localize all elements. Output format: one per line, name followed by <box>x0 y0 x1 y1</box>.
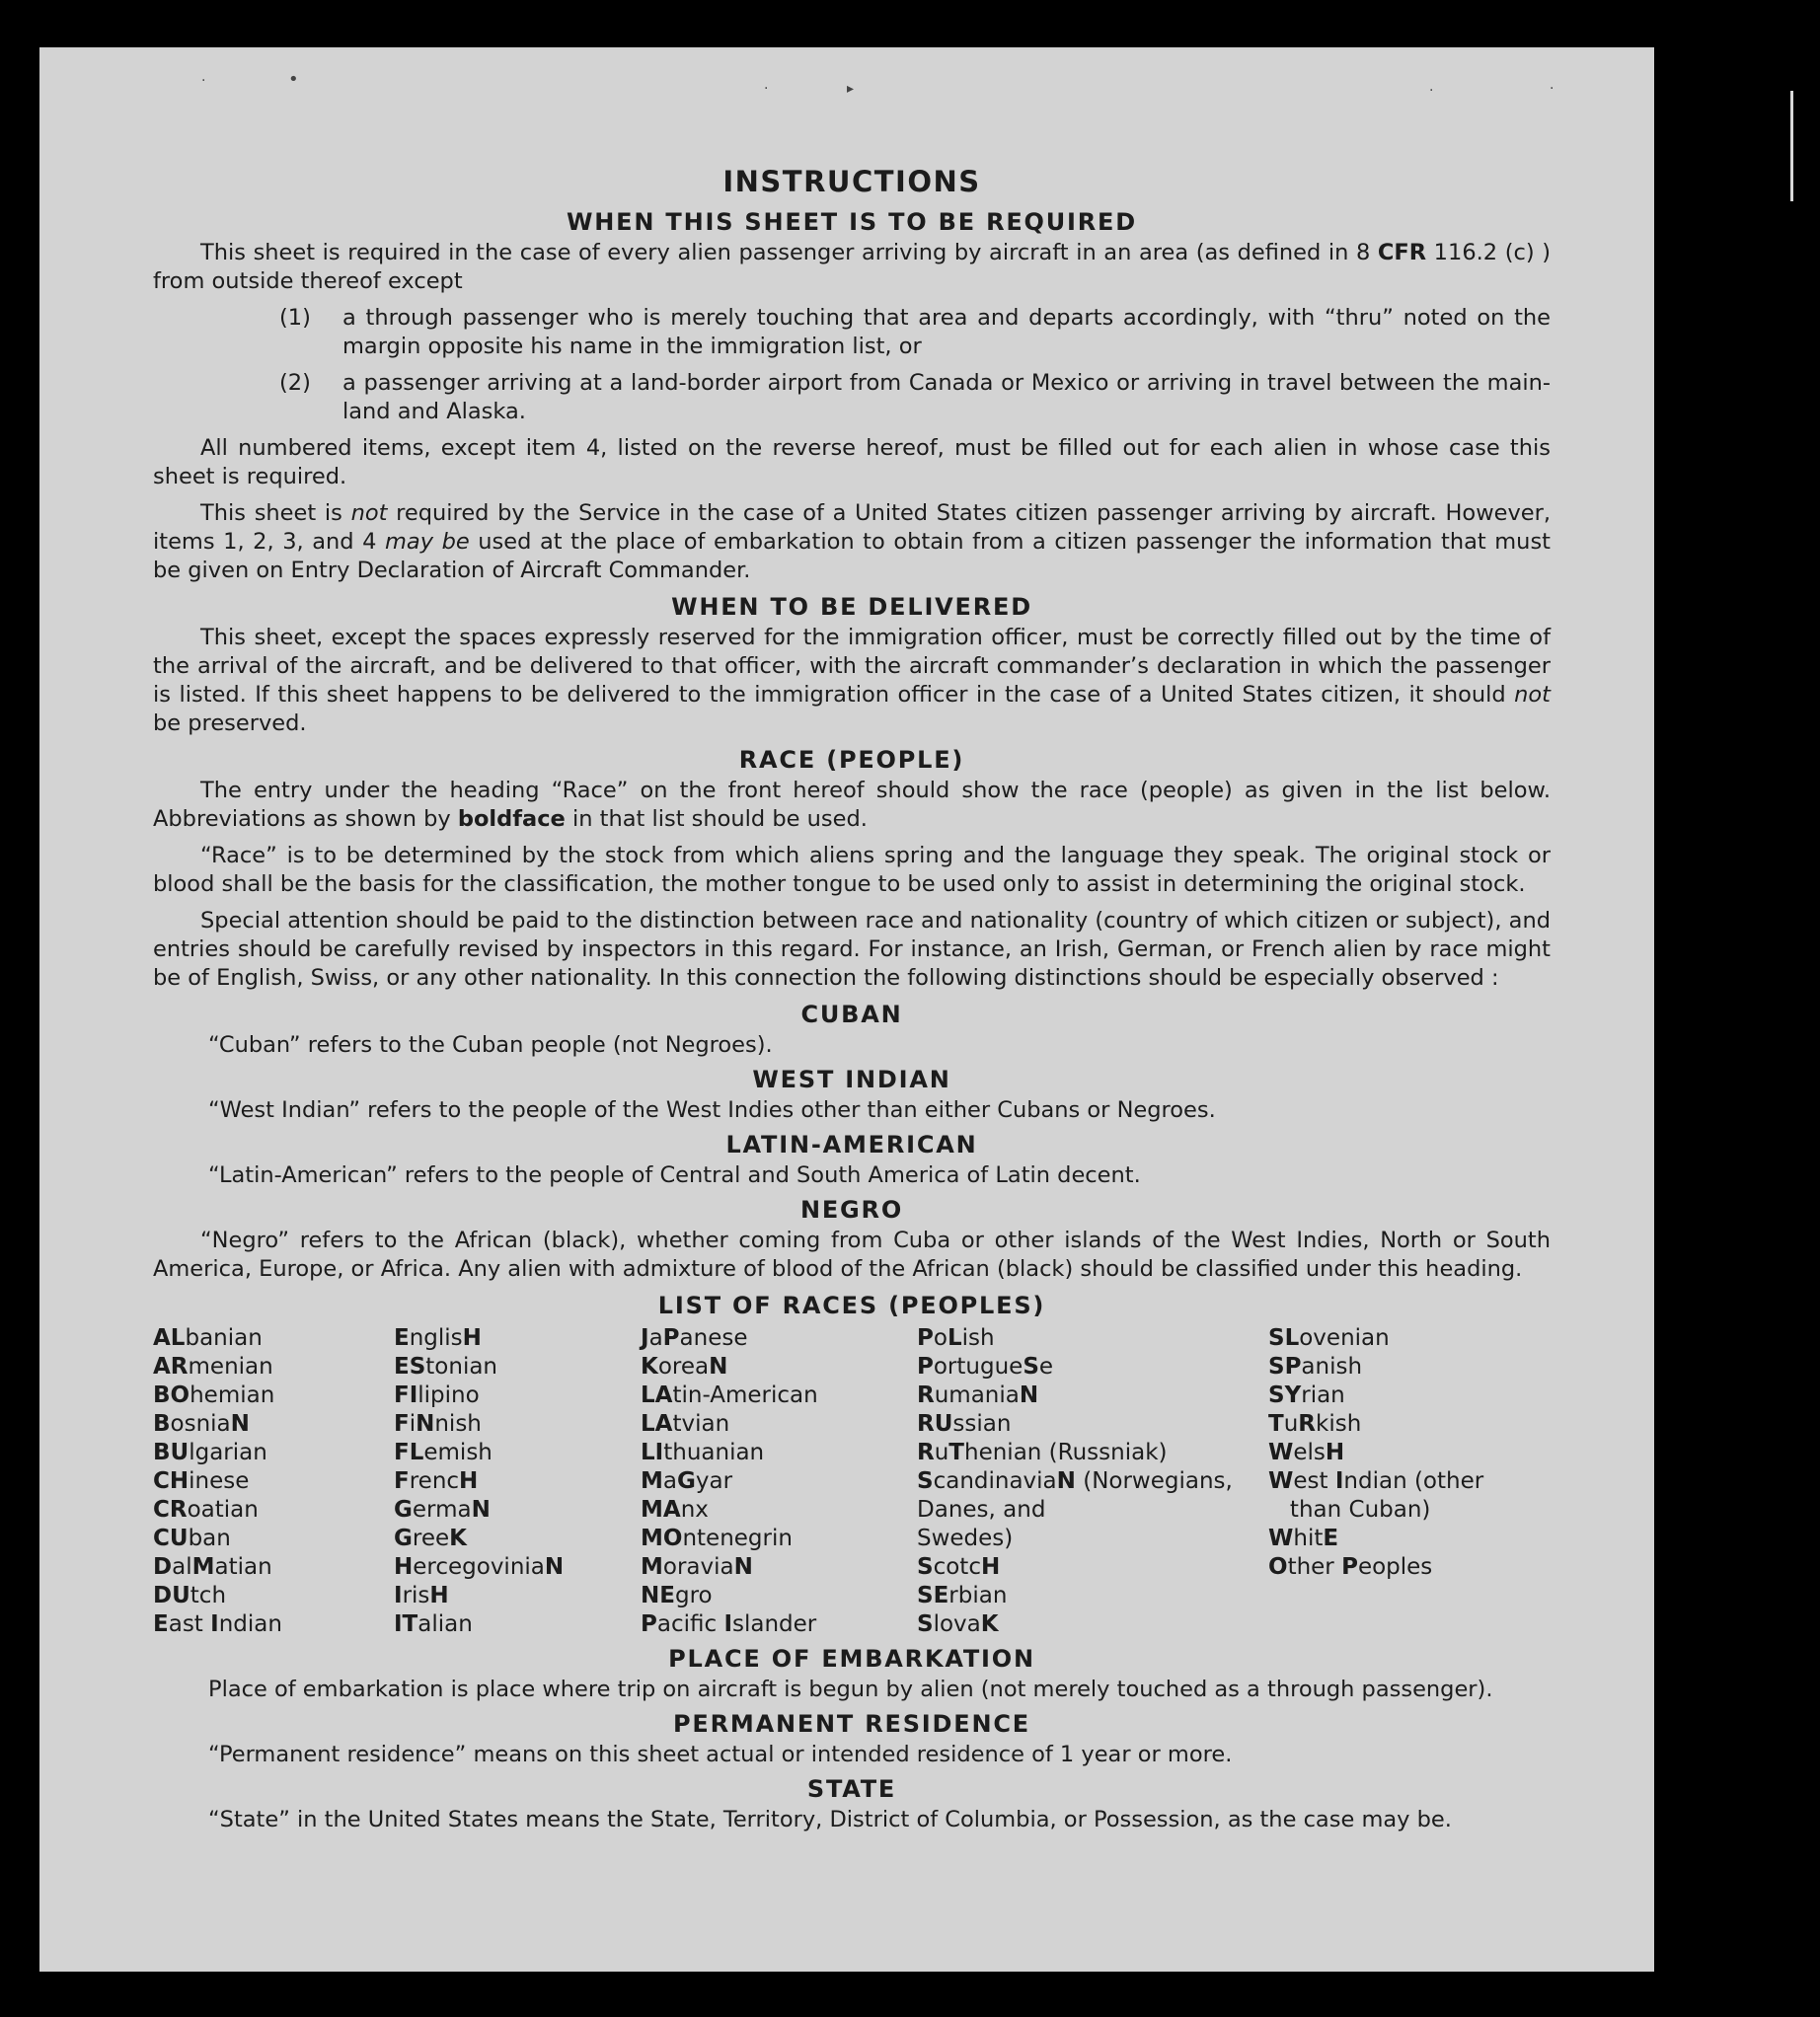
race-name-part: ssian <box>952 1411 1012 1437</box>
race-abbreviation: M <box>641 1554 663 1580</box>
race-name-part: a <box>662 1468 677 1494</box>
race-abbreviation: M <box>641 1468 663 1494</box>
race-abbreviation: N <box>709 1354 728 1380</box>
race-name-part: thuanian <box>663 1440 765 1465</box>
race-abbreviation: SE <box>917 1583 949 1608</box>
race-name-part: umania <box>934 1382 1020 1408</box>
race-entry <box>1268 1324 1545 1353</box>
race-abbreviation: T <box>1268 1411 1284 1437</box>
race-entry <box>641 1410 917 1439</box>
race-abbreviation: E <box>1323 1526 1339 1551</box>
race-entry <box>1268 1553 1545 1582</box>
race-entry <box>153 1410 394 1439</box>
race-entry <box>153 1496 394 1525</box>
race-entry <box>917 1610 1268 1639</box>
race-abbreviation: N <box>230 1411 250 1437</box>
race-entry <box>641 1467 917 1496</box>
race-abbreviation: SY <box>1268 1382 1302 1408</box>
race-name-part: anese <box>679 1325 748 1351</box>
race-abbreviation: N <box>1056 1468 1076 1494</box>
races-list <box>153 1324 1551 1639</box>
race-name-part: alian <box>417 1611 473 1637</box>
race-entry <box>153 1353 394 1382</box>
instructions-content <box>153 165 1552 1840</box>
race-entry <box>641 1610 917 1639</box>
race-abbreviation: I <box>1334 1468 1344 1494</box>
race-entry <box>1268 1467 1545 1496</box>
race-name-part: ndian (other <box>1343 1468 1484 1494</box>
race-name-part: gro <box>674 1583 713 1608</box>
race-entry <box>917 1467 1268 1496</box>
race-abbreviation: H <box>394 1554 414 1580</box>
race-name-part: nish <box>434 1411 482 1437</box>
race-entry <box>1268 1382 1545 1410</box>
state-heading: STATE <box>806 1775 897 1803</box>
race-entry <box>917 1525 1268 1553</box>
race-abbreviation: G <box>394 1497 413 1523</box>
race-entry <box>1268 1410 1545 1439</box>
race-entry <box>641 1496 917 1525</box>
delivered-heading: WHEN TO BE DELIVERED <box>671 593 1032 621</box>
delivered-paragraph <box>153 624 1551 738</box>
race-paragraph-3: Special attention should be paid to the distinction between race and nationality (country of which citizen or subject), and entries should be carefully revised by inspectors in this regard. For instance, an Irish, German, or French alien by race might be of English, Swiss, or any other nationality. In this connection the following distinctions should be especially observed : <box>153 908 1551 991</box>
race-name-part: henian (Russniak) <box>964 1440 1168 1465</box>
race-entry <box>394 1410 641 1439</box>
race-name-part: ree <box>412 1526 450 1551</box>
race-abbreviation: H <box>462 1325 482 1351</box>
embarkation-definition: Place of embarkation is place where trip on aircraft is begun by alien (not merely touched as a through passenger). <box>208 1677 1493 1702</box>
required-intro-text: This sheet is required in the case of every alien passenger arriving by aircraft in an area (as defined in 8 <box>200 240 1378 265</box>
race-abbreviation: I <box>210 1611 219 1637</box>
race-abbreviation: P <box>1341 1554 1358 1580</box>
race-abbreviation: CR <box>153 1497 188 1523</box>
race-abbreviation: N <box>544 1554 565 1580</box>
race-name-part: ercegovinia <box>413 1554 545 1580</box>
race-abbreviation: BO <box>153 1382 190 1408</box>
race-entry <box>394 1353 641 1382</box>
race-abbreviation: H <box>429 1583 449 1608</box>
race-abbreviation: BU <box>153 1440 190 1465</box>
race-abbreviation: CU <box>153 1526 189 1551</box>
scan-speck: · <box>1429 83 1434 99</box>
race-abbreviation: G <box>394 1526 413 1551</box>
race-name-part: ovenian <box>1299 1325 1390 1351</box>
race-abbreviation: T <box>948 1440 964 1465</box>
cfr-label: CFR <box>1377 240 1427 265</box>
race-entry <box>917 1496 1268 1525</box>
race-entry <box>394 1467 641 1496</box>
race-name-part: ortugue <box>933 1354 1024 1380</box>
races-column-1 <box>153 1324 394 1639</box>
race-abbreviation: O <box>1268 1554 1288 1580</box>
race-entry <box>394 1553 641 1582</box>
race-entry <box>1268 1496 1545 1525</box>
race-name-part: anes, and <box>934 1497 1046 1523</box>
race-name-part: than Cuban) <box>1268 1497 1431 1523</box>
race-name-part: erma <box>412 1497 472 1523</box>
race-abbreviation: R <box>917 1440 935 1465</box>
race-abbreviation: DU <box>153 1583 190 1608</box>
race-entry <box>153 1439 394 1467</box>
race-name-part: est <box>1293 1468 1335 1494</box>
scan-speck: · <box>1550 81 1555 97</box>
race-abbreviation: W <box>1268 1468 1294 1494</box>
race-paragraph-1 <box>153 777 1551 834</box>
cuban-heading: CUBAN <box>800 1001 903 1028</box>
race-abbreviation: SP <box>1268 1354 1302 1380</box>
race-name-part: tvian <box>672 1411 730 1437</box>
race-abbreviation: K <box>449 1526 467 1551</box>
race-name-part: ish <box>961 1325 995 1351</box>
race-name-part: oravia <box>662 1554 734 1580</box>
race-name-part: hemian <box>190 1382 275 1408</box>
race-entry <box>917 1582 1268 1610</box>
race-entry <box>917 1553 1268 1582</box>
race-entry <box>917 1439 1268 1467</box>
race-name-part: nx <box>680 1497 709 1523</box>
race-name-part: inese <box>189 1468 250 1494</box>
race-abbreviation: P <box>917 1325 934 1351</box>
exception-number: (2) <box>279 370 311 396</box>
race-name-part: e <box>1038 1354 1054 1380</box>
race-entry <box>641 1525 917 1553</box>
race-entry <box>153 1610 394 1639</box>
delivered-not: not <box>1514 682 1551 708</box>
race-name-part: nglis <box>409 1325 463 1351</box>
races-column-5 <box>1268 1324 1545 1639</box>
race-abbreviation: D <box>153 1554 173 1580</box>
race-entry <box>394 1496 641 1525</box>
race-name-part: tch <box>190 1583 227 1608</box>
race-abbreviation: N <box>733 1554 753 1580</box>
race-abbreviation: FL <box>394 1440 424 1465</box>
race-entry <box>1268 1353 1545 1382</box>
race-name-part: eoples <box>1357 1554 1433 1580</box>
race-entry <box>917 1324 1268 1353</box>
race-name-part: lgarian <box>189 1440 267 1465</box>
race-abbreviation: K <box>641 1354 658 1380</box>
race-abbreviation: CH <box>153 1468 190 1494</box>
race-abbreviation: FI <box>394 1382 418 1408</box>
negro-heading: NEGRO <box>799 1196 904 1224</box>
race-name-part: lipino <box>417 1382 480 1408</box>
race-entry <box>1268 1439 1545 1467</box>
race-abbreviation: S <box>917 1468 934 1494</box>
citizen-text: used at the place of embarkation to obtain from a citizen passenger the information that must be given on Entry Declaration of Aircraft Commander. <box>153 529 1551 583</box>
delivered-text-end: be preserved. <box>153 710 307 736</box>
race-abbreviation: P <box>641 1611 657 1637</box>
race-entry <box>394 1439 641 1467</box>
race-abbreviation: RU <box>917 1411 953 1437</box>
race-abbreviation: W <box>1268 1440 1294 1465</box>
race-abbreviation: P <box>662 1325 680 1351</box>
race-abbreviation: K <box>980 1611 999 1637</box>
race-abbreviation: ES <box>394 1354 426 1380</box>
race-abbreviation: F <box>394 1411 410 1437</box>
race-abbreviation: S <box>917 1554 934 1580</box>
scan-speck: ▸ <box>847 81 855 97</box>
race-name-part: o <box>933 1325 948 1351</box>
race-entry <box>153 1324 394 1353</box>
race-name-part: orea <box>657 1354 710 1380</box>
races-column-4 <box>917 1324 1268 1639</box>
numbered-items-paragraph: All numbered items, except item 4, listed on the reverse hereof, must be filled out for each alien in whose case this sheet is required. <box>153 435 1551 489</box>
race-abbreviation: N <box>471 1497 491 1523</box>
citizen-may-be: may be <box>385 529 470 555</box>
document-page <box>39 47 1654 1972</box>
race-name-part: u <box>1283 1411 1299 1437</box>
race-abbreviation: R <box>1298 1411 1316 1437</box>
race-name-part: ndian <box>218 1611 282 1637</box>
races-column-2 <box>394 1324 641 1639</box>
race-entry <box>153 1525 394 1553</box>
exception-text: a passenger arriving at a land-border airport from Canada or Mexico or arriving in travel between the main-land and Alaska. <box>342 370 1551 424</box>
required-intro <box>153 239 1551 296</box>
race-abbreviation: SL <box>1268 1325 1300 1351</box>
race-heading: RACE (PEOPLE) <box>738 746 965 774</box>
race-name-part: rian <box>1301 1382 1345 1408</box>
race-name-part: ast <box>168 1611 211 1637</box>
race-name-part: al <box>172 1554 192 1580</box>
race-abbreviation: L <box>947 1325 962 1351</box>
race-abbreviation: S <box>917 1611 934 1637</box>
race-entry <box>394 1610 641 1639</box>
race-abbreviation: AR <box>153 1354 189 1380</box>
race-abbreviation: F <box>394 1468 410 1494</box>
latin-american-definition: “Latin-American” refers to the people of Central and South America of Latin decent. <box>208 1162 1141 1188</box>
race-entry <box>641 1382 917 1410</box>
required-heading: WHEN THIS SHEET IS TO BE REQUIRED <box>567 208 1137 236</box>
negro-definition: “Negro” refers to the African (black), whether coming from Cuba or other islands of the West Indies, North or South America, Europe, or Africa. Any alien with admixture of blood of the African (black) should be classified under this heading. <box>153 1228 1551 1282</box>
race-abbreviation: G <box>677 1468 696 1494</box>
scan-speck: · <box>764 81 769 97</box>
race-name-part: ntenegrin <box>682 1526 793 1551</box>
race-abbreviation: J <box>641 1325 649 1351</box>
race-entry <box>153 1382 394 1410</box>
race-name-part: ban <box>188 1526 231 1551</box>
race-abbreviation: NE <box>641 1583 675 1608</box>
scan-edge-mark <box>1790 91 1793 201</box>
race-abbreviation: B <box>153 1411 171 1437</box>
race-entry <box>917 1353 1268 1382</box>
race-name-part: emish <box>423 1440 493 1465</box>
race-name-part: u <box>934 1440 949 1465</box>
race-abbreviation: LA <box>641 1382 673 1408</box>
west-indian-definition: “West Indian” refers to the people of the West Indies other than either Cubans or Negroes. <box>208 1097 1216 1123</box>
page-title: INSTRUCTIONS <box>722 165 981 198</box>
race-name-part: oatian <box>187 1497 259 1523</box>
delivered-text: This sheet, except the spaces expressly reserved for the immigration officer, must be correctly filled out by the time of the arrival of the aircraft, and be delivered to that officer, with the aircraft commander’s declaration in which the passenger is listed. If this sheet happens to be delivered to the immigration officer in the case of a United States citizen, it should <box>153 625 1551 708</box>
residence-heading: PERMANENT RESIDENCE <box>673 1710 1030 1738</box>
race-entry <box>641 1324 917 1353</box>
race-entry <box>153 1553 394 1582</box>
race-name-part: rbian <box>948 1583 1008 1608</box>
latin-american-heading: LATIN-AMERICAN <box>725 1131 978 1158</box>
race-name-part: yar <box>695 1468 733 1494</box>
race-name-part: ris <box>402 1583 430 1608</box>
race-name-part: tin-American <box>672 1382 818 1408</box>
race-name-part: tonian <box>425 1354 498 1380</box>
race-abbreviation: S <box>1023 1354 1039 1380</box>
race-paragraph-2: “Race” is to be determined by the stock from which aliens spring and the language they speak. The original stock or blood shall be the basis for the classification, the mother tongue to be used only to assist in determining the original stock. <box>153 843 1551 897</box>
race-entry <box>153 1467 394 1496</box>
race-entry <box>394 1324 641 1353</box>
scan-speck: · <box>201 73 206 89</box>
race-abbreviation: N <box>1019 1382 1039 1408</box>
race-abbreviation: LI <box>641 1440 664 1465</box>
race-abbreviation: R <box>917 1382 935 1408</box>
race-abbreviation: E <box>153 1611 169 1637</box>
race-name-part: cotc <box>933 1554 981 1580</box>
race-entry <box>153 1582 394 1610</box>
race-name-part: (Norwegians, <box>1075 1468 1233 1494</box>
exception-number: (1) <box>279 305 311 331</box>
race-abbreviation: M <box>191 1554 215 1580</box>
race-abbreviation: I <box>723 1611 732 1637</box>
race-name-part: candinavia <box>933 1468 1057 1494</box>
race-name-part: els <box>1293 1440 1326 1465</box>
race-abbreviation: IT <box>394 1611 418 1637</box>
race-name-part: atian <box>214 1554 272 1580</box>
race-name-part: ther <box>1287 1554 1342 1580</box>
race-abbreviation: MO <box>641 1526 683 1551</box>
race-text: The entry under the heading “Race” on the front hereof should show the race (people) as given in the list below. Abbreviations as shown by <box>153 778 1551 832</box>
race-name-part: D <box>917 1497 935 1523</box>
race-abbreviation: E <box>394 1325 410 1351</box>
race-name-part: kish <box>1316 1411 1362 1437</box>
cuban-definition: “Cuban” refers to the Cuban people (not Negroes). <box>208 1032 773 1058</box>
race-abbreviation: AL <box>153 1325 186 1351</box>
race-entry <box>917 1382 1268 1410</box>
race-name-part: hit <box>1293 1526 1324 1551</box>
race-abbreviation: H <box>1325 1440 1345 1465</box>
west-indian-heading: WEST INDIAN <box>752 1066 951 1093</box>
races-list-heading: LIST OF RACES (PEOPLES) <box>657 1292 1046 1319</box>
race-entry <box>1268 1525 1545 1553</box>
race-entry <box>394 1582 641 1610</box>
citizen-text: required by the Service in the case of a United States citizen passenger arriving by aircraft. However, items 1, 2, 3, and 4 <box>153 500 1552 555</box>
race-entry <box>394 1382 641 1410</box>
boldface-word: boldface <box>457 806 566 832</box>
race-name-part: a <box>648 1325 663 1351</box>
race-name-part: menian <box>188 1354 273 1380</box>
embarkation-heading: PLACE OF EMBARKATION <box>668 1645 1035 1673</box>
race-entry <box>641 1553 917 1582</box>
race-abbreviation: LA <box>641 1411 673 1437</box>
state-definition: “State” in the United States means the State, Territory, District of Columbia, or Possession, as the case may be. <box>208 1807 1452 1832</box>
race-name-part: renc <box>409 1468 460 1494</box>
race-name-part: acific <box>656 1611 724 1637</box>
required-intro-text-end: 116.2 (c) ) from outside thereof except <box>153 240 1551 294</box>
race-abbreviation: N <box>416 1411 435 1437</box>
race-name-part: lova <box>933 1611 981 1637</box>
race-entry <box>641 1582 917 1610</box>
exception-item-1 <box>279 304 1551 361</box>
race-name-part: slander <box>732 1611 817 1637</box>
residence-definition: “Permanent residence” means on this sheet actual or intended residence of 1 year or more. <box>208 1742 1233 1767</box>
race-abbreviation: H <box>980 1554 1001 1580</box>
scan-speck: • <box>288 69 299 90</box>
exception-text: a through passenger who is merely touching that area and departs accordingly, with “thru” noted on the margin opposite his name in the immigration list, or <box>342 305 1551 359</box>
race-text-end: in that list should be used. <box>565 806 868 832</box>
race-name-part: Swedes) <box>917 1526 1014 1551</box>
race-abbreviation: P <box>917 1354 934 1380</box>
race-entry <box>394 1525 641 1553</box>
exception-item-2 <box>279 369 1551 426</box>
race-entry <box>917 1410 1268 1439</box>
race-entry <box>641 1439 917 1467</box>
races-column-3 <box>641 1324 917 1639</box>
citizen-text: This sheet is <box>200 500 351 526</box>
citizen-not: not <box>350 500 388 526</box>
race-abbreviation: I <box>394 1583 403 1608</box>
race-abbreviation: MA <box>641 1497 681 1523</box>
race-abbreviation: H <box>459 1468 479 1494</box>
race-name-part: banian <box>185 1325 263 1351</box>
citizen-paragraph <box>153 499 1551 585</box>
race-abbreviation: W <box>1268 1526 1294 1551</box>
race-name-part: i <box>409 1411 417 1437</box>
race-name-part: anish <box>1301 1354 1363 1380</box>
race-entry <box>641 1353 917 1382</box>
race-name-part: osnia <box>170 1411 231 1437</box>
